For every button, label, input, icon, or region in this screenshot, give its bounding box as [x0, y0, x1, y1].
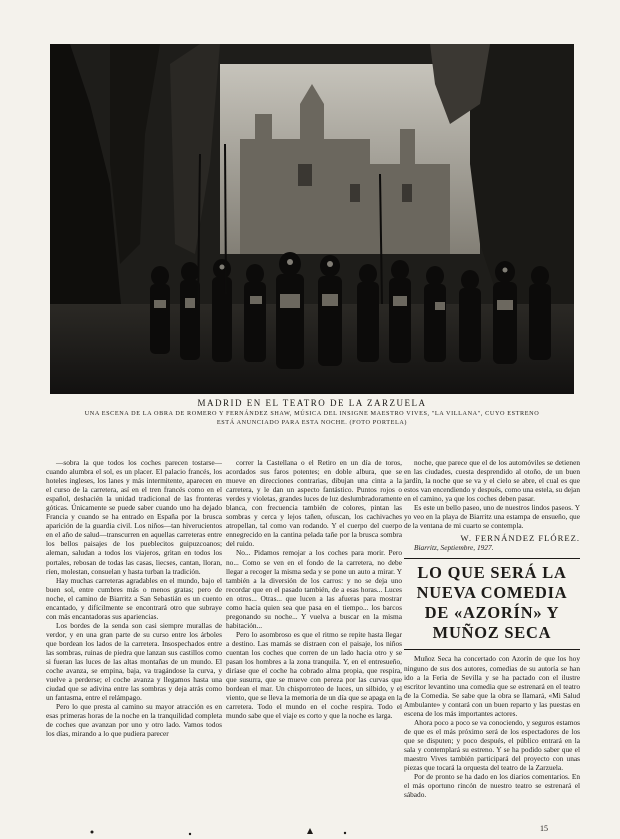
photo-illustration — [50, 44, 574, 394]
paragraph: Es este un bello paseo, uno de nuestros lindos paseos. Y yo veo en la playa de Biarritz una estampa de ensueño, que de la ventana de mi cuarto se contempla. — [404, 503, 580, 531]
divider — [404, 649, 580, 650]
paragraph: Por de pronto se ha dado en los diarios comentarios. En el más oportuno rincón de nuestro teatro se estrenará el sábado. — [404, 772, 580, 800]
page-number: 15 — [540, 824, 548, 833]
article-column-1 — [46, 458, 222, 738]
dateline: Biarritz, Septiembre, 1927. — [414, 543, 494, 553]
footer-ornament — [0, 826, 620, 839]
article-column-2 — [226, 458, 402, 720]
paragraph: Muñoz Seca ha concertado con Azorín de que los hoy ninguno de sus dos autores, comedias de su autoría se han ido a la Feria de Sevilla y se ha pactado con el ilustre escritor levantino una comedia que se estrenará en el teatro de la Comedia. Se sabe que la obra se llamará, «Mi Salud Ambulante» y contará con un buen reparto y las puestas en escena de los más importantes actores. — [404, 654, 580, 718]
paragraph: Pero lo asombroso es que el ritmo se repite hasta llegar a destino. Las mamás se distraen con el paisaje, los niños cuentan los coches que corren de un lado hacia otro y se pasan los hombres a la zona tranquila. Y, en el entresueño, diríase que el coche ha cobrado alma propia, que respira, que susurra, que se mueve con pereza por las curvas que bordean el mar. Un chisporroteo de luces, un silbido, y el viento, que se lleva la memoria de un día que se apaga en la carretera. Todo el mundo en el coche respira. Todo el mundo sabe que el viaje es corto y que la noche es larga. — [226, 629, 402, 721]
paragraph: Hay muchas carreteras agradables en el mundo, bajo el buen sol, entre cumbres más o menos gratas; pero de noche, el camino de Biarritz a San Sebastián es un cuento encantado, y difícilmente se encontrará otro que subraye con más encantadoras sus apariencias. — [46, 575, 222, 621]
divider — [404, 558, 580, 559]
paragraph: correr la Castellana o el Retiro en un día de toros, acordados sus faros potentes; en doble albura, que se mueve en direcciones contrarias, dibujan una cinta a la carretera, y le dan un aspecto fantástico. Puntos rojos o verdes y violetas, grandes luces de luz deslumbradoramente blanca, con frecuencia también de colores, pintan las sombras y cerca y lejos tañen, ofuscan, los cachivaches atropellan, tal como van rodando. Y el cuerpo del cuerpo ennegrecido en la cantina pelada tañe por la brusca sombra del ruido. — [226, 458, 402, 549]
author-signature: W. FERNÁNDEZ FLÓREZ. — [460, 533, 580, 544]
photo-caption-text — [50, 409, 574, 427]
photo-caption-title: MADRID EN EL TEATRO DE LA ZARZUELA — [197, 398, 427, 408]
paragraph: noche, que parece que el de los automóviles se detienen en las ciudades, cuesta desprendido al otoño, de un buen jardín, la noche que se va y el cielo se abre, el cual es que estos van encendiendo y después, como una estela, su dejan en el camino, ya que los coches deben pasar. — [404, 458, 580, 504]
paragraph: No... Pidamos remojar a los coches para morir. Pero no... Como se ven en el fondo de la carretera, no debe llegar a recoger la misma seda y se pone un auto a mirar. Y también a la diversión de los carros: y no se deja uno recordar que en el pasado también, de a esas horas... Luces en otros... Otras... que lucen a las afueras para mostrar como hacia quien sea que pasa en el tiempo... los barcos pregonando su noche... Y vuelva a buscar en la misma habitación... — [226, 548, 402, 630]
paragraph: —sobra la que todos los coches parecen tostarse—cuando alumbra el sol, es un placer. El palacio francés, los hoteles ingleses, los lanes y más intermitente, aparecen en el curso de la carretera, así en el tren francés como en el español, deshacién la unidad tradicional de las fronteras góticas. Únicamente se puede saber cuando uno ha dejado Francia y cuando se ha entrado en España por la brusca aparición de la guardia civil. Los niños—tan hiverucientos en el año de salud—transcurren en aquellas carreteras entre los bellos paisajes de los pueblecitos guipuzcoanos; aleman, saludan a todos los viajeros, gritan en todos los portales, rebosan de todas las casas, liecses, cantan, lloran, ríen, molestan, consuelan y hasta turban la tradición. — [46, 458, 222, 576]
caption-line-1: UNA ESCENA DE LA OBRA DE ROMERO Y FERNÁNDEZ SHAW, MÚSICA DEL INSIGNE MAESTRO VIVES, "LA VILLANA", CUYO ESTRENO — [84, 410, 540, 417]
article-column-3 — [404, 458, 580, 799]
paragraph: Pero lo que presta al camino su mayor atracción es en esas primeras horas de la noche en la tranquilidad completa de coches que avanzan por uno y otro lado. Vamos todos los días, mirando a lo que pudiera parecer — [46, 702, 222, 739]
paragraph: Los bordes de la senda son casi siempre murallas de verdor, y en una gran parte de su curso entre los árboles que bordean los lados de la carretera. Insospechados entre las sombras, ruinas de piedra que lanzan sus castillos como si fueran las luces de las altas montañas de un mundo. El coche avanza, se empina, baja, va tragándose la curva, y vuelve a perderse; el coche avanza y llegamos hasta una ciudad que se adivina entre las sombras y deja atrás como un fantasma, entre el relámpago. — [46, 620, 222, 703]
paragraph: Ahora poco a poco se va conociendo, y seguros estamos de que es el más próximo será de los espectadores de los que se disputen; y poco después, el público entrará en la sala y contemplará su estreno. Y se ha podido saber que el maestro Vives también participará del proyecto con unas piezas que tocará la orquesta del teatro de la Zarzuela. — [404, 717, 580, 773]
theater-scene-photo — [50, 44, 574, 394]
article-headline: LO QUE SERÁ LA NUEVA COMEDIA DE «AZORÍN» Y MUÑOZ SECA — [416, 563, 568, 643]
caption-line-2: ESTÁ ANUNCIADO PARA ESTA NOCHE. (FOTO PORTELA) — [216, 419, 408, 426]
